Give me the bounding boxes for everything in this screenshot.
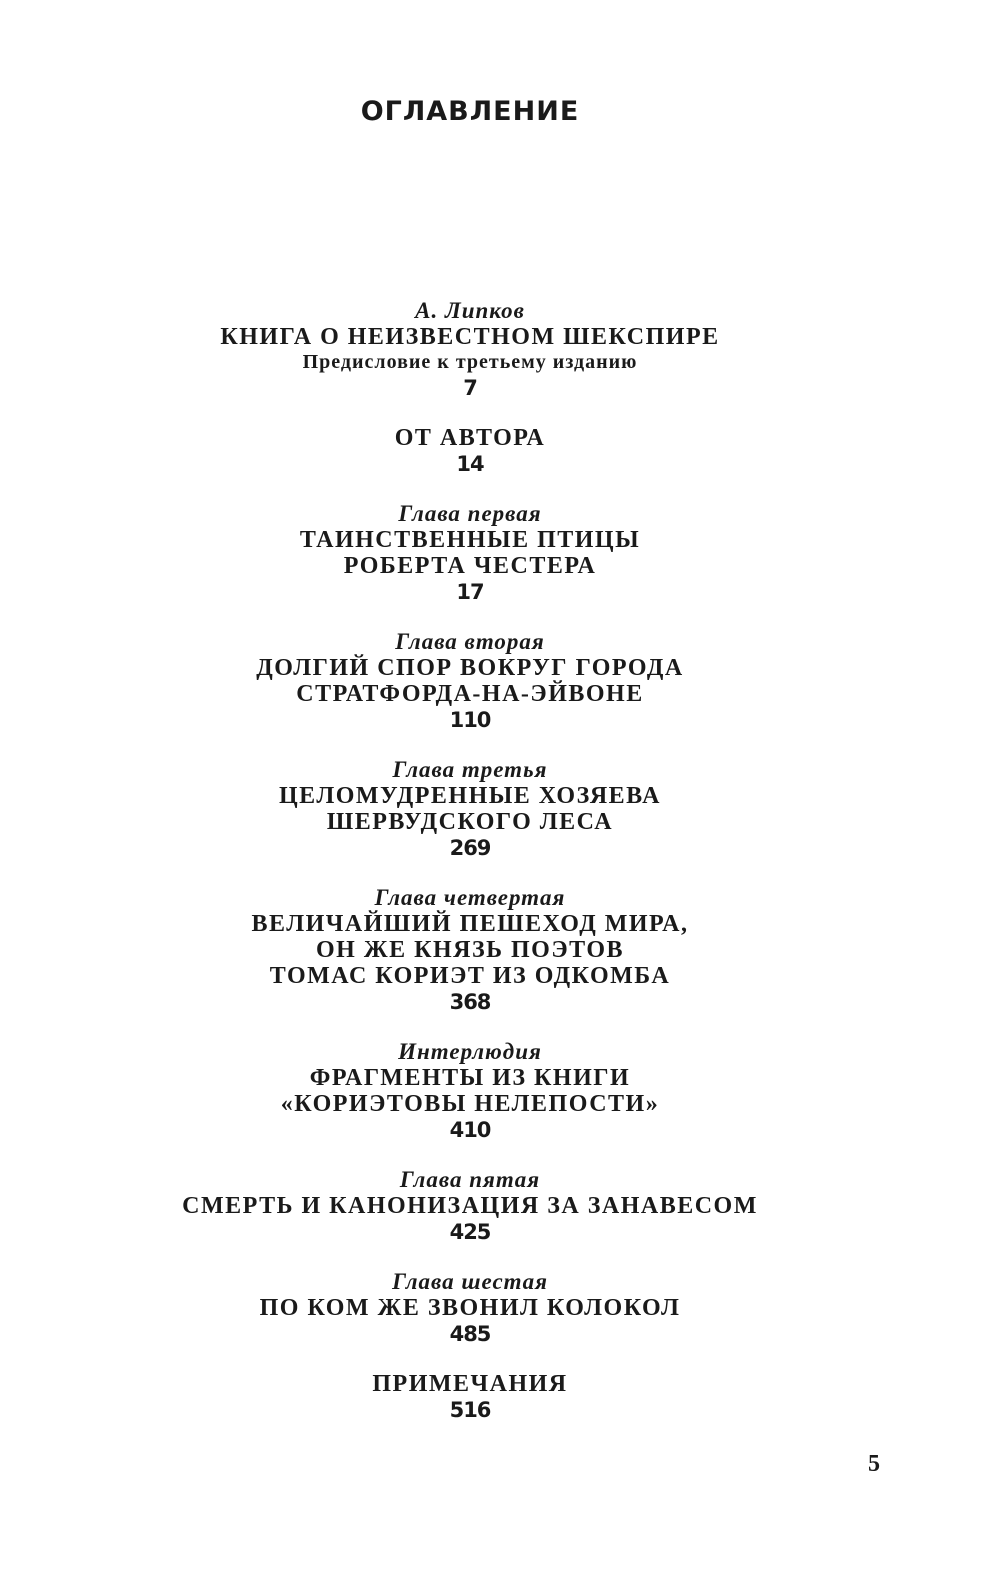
- toc-entry-page-number: 17: [456, 580, 484, 604]
- toc-entry-title-line: ДОЛГИЙ СПОР ВОКРУГ ГОРОДА: [256, 655, 684, 681]
- toc-entry-title-line: ШЕРВУДСКОГО ЛЕСА: [326, 809, 614, 835]
- toc-entry-chapter-6[interactable]: [0, 1269, 940, 1348]
- toc-entry-title: ПРИМЕЧАНИЯ: [372, 1371, 568, 1397]
- toc-entry-page-number: 516: [449, 1398, 491, 1422]
- toc-entry-title-line: СТРАТФОРДА-НА-ЭЙВОНЕ: [296, 681, 644, 707]
- toc-entry-interlude[interactable]: [0, 1039, 940, 1144]
- toc-entry-author: А. Липков: [415, 298, 525, 323]
- toc-entry-title-line: ВЕЛИЧАЙШИЙ ПЕШЕХОД МИРА,: [251, 911, 689, 937]
- toc-entry-page-number: 368: [449, 990, 491, 1014]
- toc-entry-chapter-label: Глава четвертая: [374, 885, 566, 910]
- toc-entry-page-number: 7: [463, 376, 477, 400]
- page-number: 5: [868, 1451, 880, 1477]
- toc-entry-page-number: 269: [449, 836, 491, 860]
- toc-entry-from-author[interactable]: [0, 425, 940, 478]
- toc-entry-page-number: 110: [449, 708, 491, 732]
- toc-entry-chapter-label: Глава вторая: [395, 629, 545, 654]
- toc-entry-chapter-label: Глава третья: [392, 757, 548, 782]
- toc-entry-title-line: ПО КОМ ЖЕ ЗВОНИЛ КОЛОКОЛ: [259, 1295, 681, 1321]
- toc-entry-title-line: СМЕРТЬ И КАНОНИЗАЦИЯ ЗА ЗАНАВЕСОМ: [182, 1193, 758, 1219]
- toc-entry-chapter-label: Глава пятая: [399, 1167, 541, 1192]
- toc-entry-title-line: ОН ЖЕ КНЯЗЬ ПОЭТОВ: [316, 937, 624, 963]
- toc-entry-page-number: 410: [449, 1118, 491, 1142]
- toc-entry-title: ОТ АВТОРА: [394, 425, 546, 451]
- toc-entry-page-number: 14: [456, 452, 484, 476]
- toc-entry-chapter-5[interactable]: [0, 1167, 940, 1246]
- toc-entry-chapter-4[interactable]: [0, 885, 940, 1016]
- toc-entry-chapter-3[interactable]: [0, 757, 940, 862]
- toc-entry-title-line: «КОРИЭТОВЫ НЕЛЕПОСТИ»: [280, 1091, 660, 1117]
- toc-entry-notes[interactable]: [0, 1371, 940, 1424]
- toc-entry-title: КНИГА О НЕИЗВЕСТНОМ ШЕКСПИРЕ: [220, 324, 720, 350]
- toc-entry-title-line: ЦЕЛОМУДРЕННЫЕ ХОЗЯЕВА: [278, 783, 662, 809]
- toc-entry-chapter-1[interactable]: [0, 501, 940, 606]
- toc-entry-title-line: ФРАГМЕНТЫ ИЗ КНИГИ: [309, 1065, 631, 1091]
- table-of-contents: [0, 298, 940, 1424]
- toc-entry-title-line: ТАИНСТВЕННЫЕ ПТИЦЫ: [299, 527, 641, 553]
- toc-entry-chapter-2[interactable]: [0, 629, 940, 734]
- toc-entry-preface[interactable]: [0, 298, 940, 402]
- toc-entry-subtitle: Предисловие к третьему изданию: [302, 351, 638, 373]
- toc-entry-page-number: 425: [449, 1220, 491, 1244]
- page-title: ОГЛАВЛЕНИЕ: [360, 96, 580, 127]
- toc-entry-title-line: ТОМАС КОРИЭТ ИЗ ОДКОМБА: [269, 963, 671, 989]
- toc-entry-chapter-label: Глава первая: [398, 501, 542, 526]
- toc-entry-page-number: 485: [449, 1322, 491, 1346]
- toc-entry-title-line: РОБЕРТА ЧЕСТЕРА: [343, 553, 597, 579]
- toc-entry-chapter-label: Глава шестая: [392, 1269, 548, 1294]
- toc-entry-chapter-label: Интерлюдия: [398, 1039, 542, 1064]
